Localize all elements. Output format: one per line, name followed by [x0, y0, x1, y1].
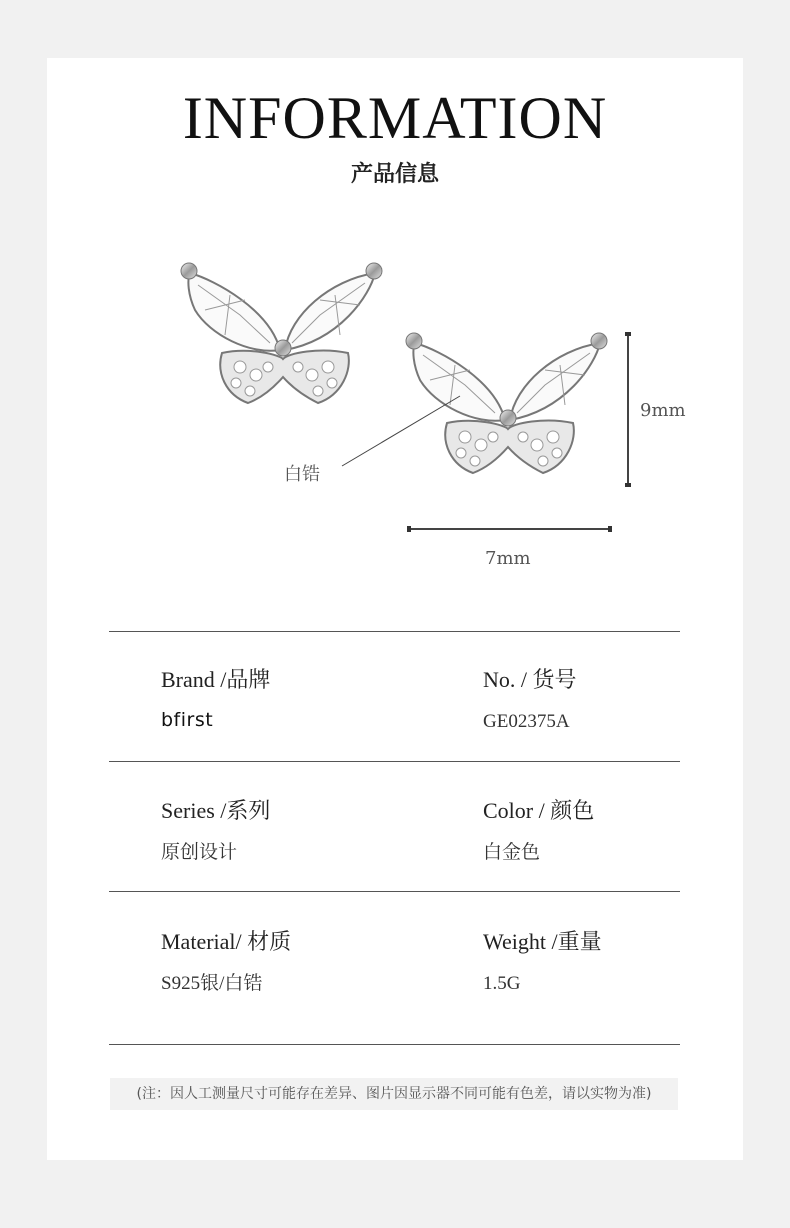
earring-image-front [395, 325, 625, 495]
content-card [47, 58, 743, 1160]
width-label: 7mm [485, 548, 531, 569]
color-label: Color / 颜色 [483, 798, 595, 823]
zircon-callout-label: 白锆 [284, 464, 320, 485]
material-value: S925银/白锆 [161, 973, 263, 994]
height-label: 9mm [640, 400, 686, 421]
series-value: 原创设计 [161, 842, 238, 863]
divider [109, 1044, 680, 1045]
brand-label: Brand /品牌 [161, 667, 271, 692]
disclaimer-note: (注：因人工测量尺寸可能存在差异、图片因显示器不同可能有色差，请以实物为准) [110, 1078, 678, 1110]
weight-value: 1.5G [483, 973, 521, 994]
page-title: INFORMATION [182, 85, 608, 151]
divider [109, 631, 680, 632]
material-label: Material/ 材质 [161, 929, 292, 954]
divider [109, 891, 680, 892]
series-label: Series /系列 [161, 798, 271, 823]
earring-image-back [170, 255, 400, 425]
brand-logo: bfirst [161, 709, 214, 731]
divider [109, 761, 680, 762]
weight-label: Weight /重量 [483, 929, 602, 954]
page-subtitle: 产品信息 [350, 162, 439, 187]
number-value: GE02375A [483, 711, 570, 732]
color-value: 白金色 [483, 842, 541, 863]
number-label: No. / 货号 [483, 667, 577, 692]
